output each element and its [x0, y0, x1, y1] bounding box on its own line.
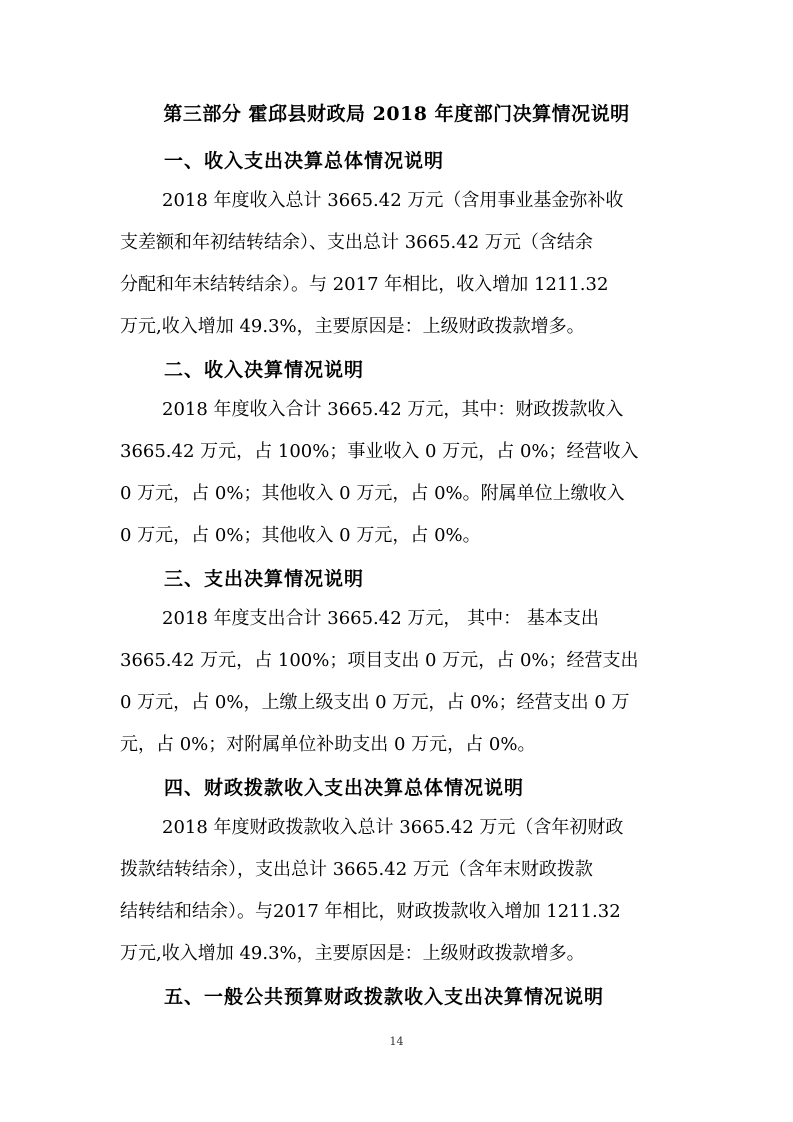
section-heading-3: 三、支出决算情况说明 [164, 568, 365, 590]
paragraph-line: 2018 年度收入合计 3665.42 万元，其中：财政拨款收入 [162, 399, 624, 420]
section-heading-5: 五、一般公共预算财政拨款收入支出决算情况说明 [164, 986, 605, 1008]
paragraph-line: 3665.42 万元，占 100%；项目支出 0 万元，占 0%；经营支出 [120, 650, 639, 671]
paragraph-line: 0 万元，占 0%；其他收入 0 万元，占 0%。 [120, 525, 481, 546]
section-heading-1: 一、收入支出决算总体情况说明 [164, 150, 445, 172]
paragraph-line: 2018 年度支出合计 3665.42 万元， 其中： 基本支出 [162, 608, 599, 629]
paragraph-line: 3665.42 万元，占 100%；事业收入 0 万元，占 0%；经营收入 [120, 441, 639, 462]
section-paragraph-4 [120, 807, 673, 975]
paragraph-line: 分配和年末结转结余）。与 2017 年相比，收入增加 1211.32 [120, 274, 609, 295]
paragraph-line: 0 万元，占 0%，上缴上级支出 0 万元，占 0%；经营支出 0 万 [120, 692, 630, 713]
paragraph-line: 万元,收入增加 49.3%，主要原因是：上级财政拨款增多。 [120, 316, 585, 337]
paragraph-line: 0 万元，占 0%；其他收入 0 万元，占 0%。附属单位上缴收入 [120, 483, 625, 504]
paragraph-line: 2018 年度财政拨款收入总计 3665.42 万元（含年初财政 [162, 817, 624, 838]
section-paragraph-1 [120, 180, 673, 348]
section-heading-4: 四、财政拨款收入支出决算总体情况说明 [164, 777, 525, 799]
section-paragraph-3 [120, 598, 673, 766]
paragraph-line: 元，占 0%；对附属单位补助支出 0 万元，占 0%。 [120, 734, 536, 755]
page-number: 14 [389, 1035, 404, 1048]
paragraph-line: 拨款结转结余），支出总计 3665.42 万元（含年末财政拨款 [120, 859, 593, 880]
document-title: 第三部分 霍邱县财政局 2018 年度部门决算情况说明 [163, 103, 630, 125]
paragraph-line: 万元,收入增加 49.3%，主要原因是：上级财政拨款增多。 [120, 943, 585, 964]
paragraph-line: 结转结和结余）。与2017 年相比，财政拨款收入增加 1211.32 [120, 901, 621, 922]
paragraph-line: 支差额和年初结转结余）、支出总计 3665.42 万元（含结余 [120, 232, 593, 253]
section-heading-2: 二、收入决算情况说明 [164, 359, 365, 381]
section-paragraph-2 [120, 389, 673, 557]
paragraph-line: 2018 年度收入总计 3665.42 万元（含用事业基金弥补收 [162, 190, 624, 211]
